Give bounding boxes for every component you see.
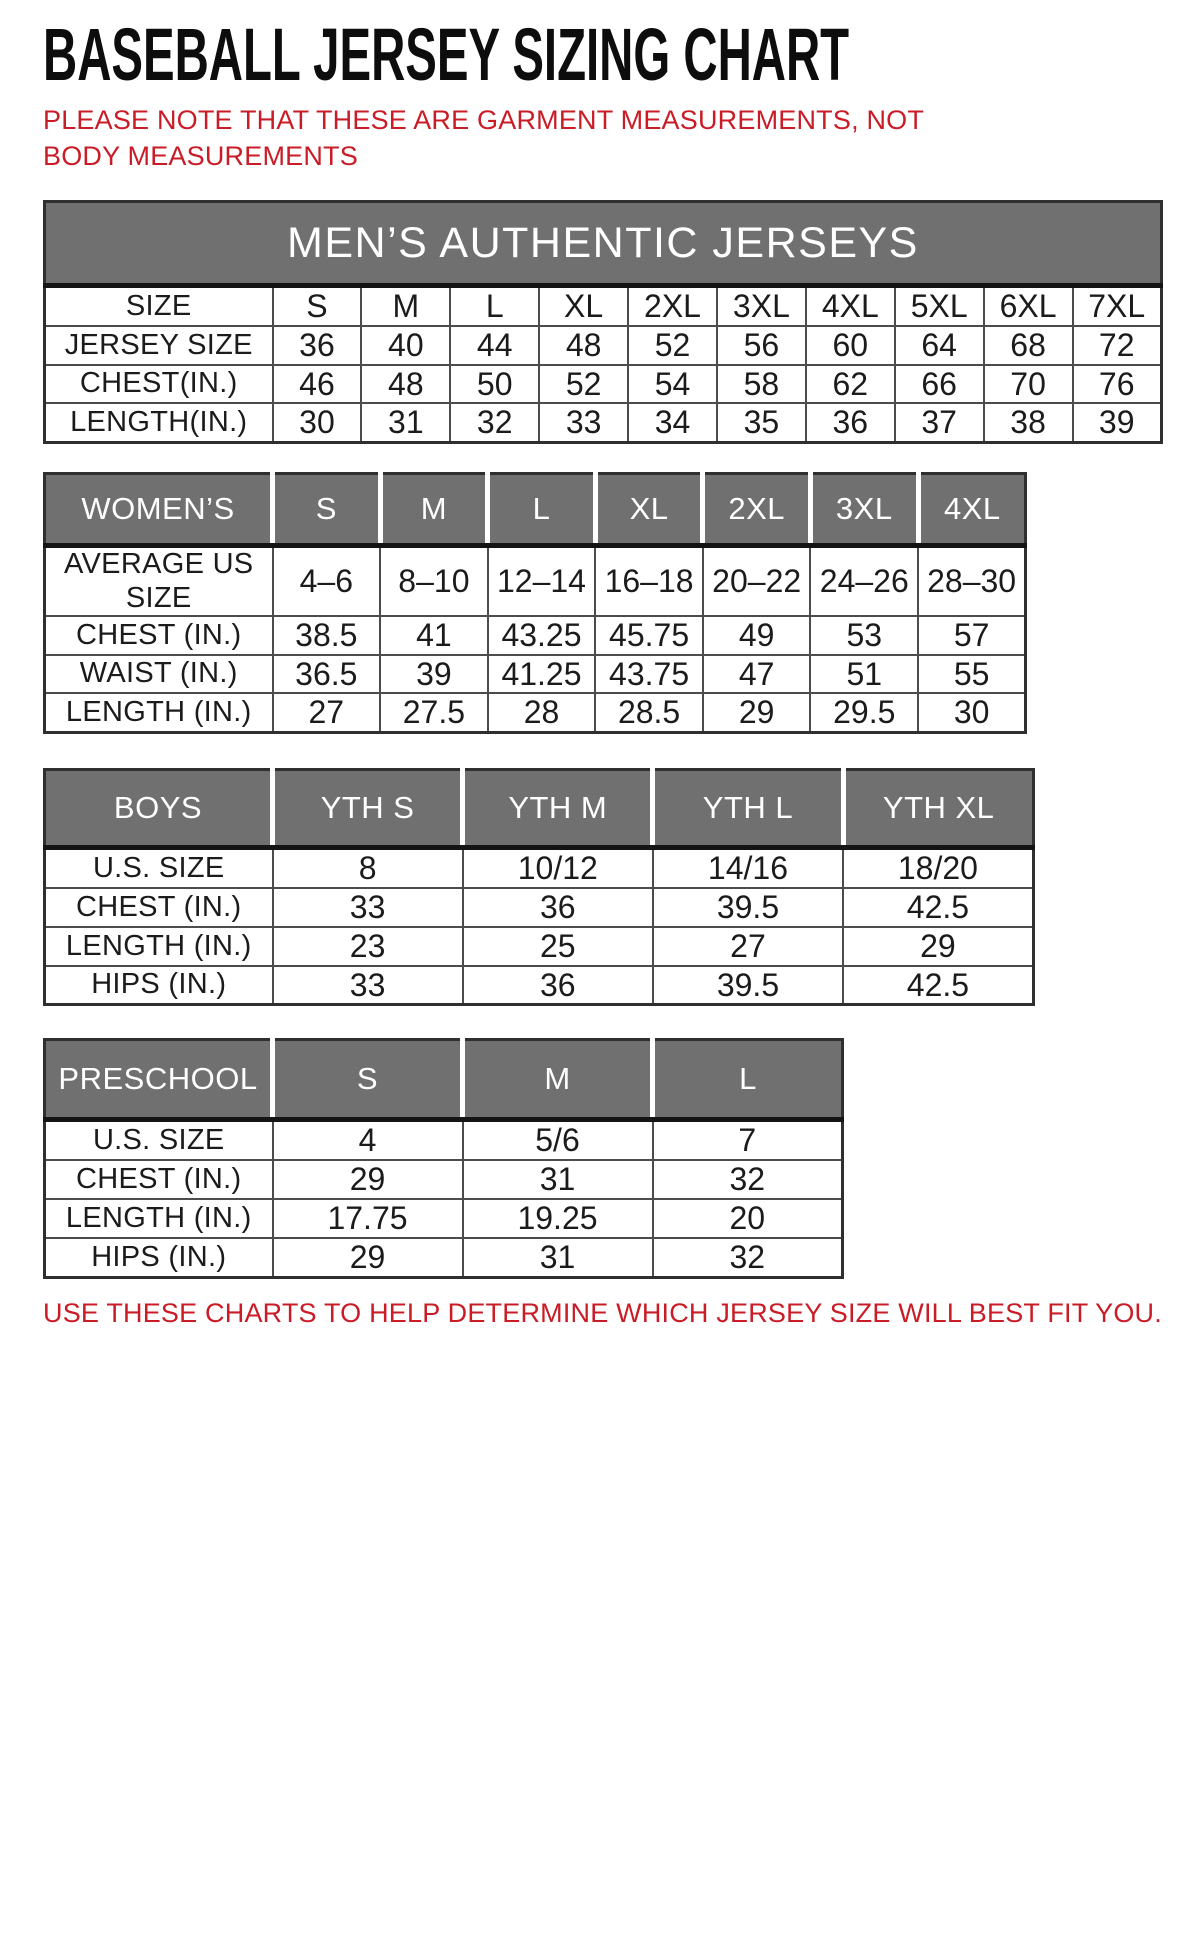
boys-header-row [45, 770, 1034, 848]
table-cell: 31 [463, 1160, 653, 1199]
table-cell: 48 [539, 326, 628, 365]
womens-table-grid [43, 472, 1027, 734]
column-header: 2XL [703, 474, 811, 546]
table-cell: 24–26 [810, 546, 918, 616]
table-cell: 50 [450, 365, 539, 404]
boys-table-grid [43, 768, 1035, 1006]
table-row [45, 546, 1026, 616]
column-header: 3XL [810, 474, 918, 546]
table-cell: 20–22 [703, 546, 811, 616]
table-cell: 72 [1073, 326, 1162, 365]
table-cell: 18/20 [843, 848, 1033, 888]
table-row [45, 1199, 843, 1238]
table-cell: 14/16 [653, 848, 843, 888]
column-header: M [380, 474, 488, 546]
table-cell: 33 [273, 966, 463, 1005]
table-row [45, 693, 1026, 732]
row-label: HIPS (IN.) [45, 1238, 273, 1277]
table-cell: 2XL [628, 286, 717, 326]
table-cell: 28–30 [918, 546, 1026, 616]
table-cell: 29 [273, 1238, 463, 1277]
table-cell: 76 [1073, 365, 1162, 404]
table-cell: 27 [653, 927, 843, 966]
table-cell: 43.75 [595, 655, 703, 694]
mens-banner-title: MEN’S AUTHENTIC JERSEYS [45, 202, 1162, 286]
row-label: CHEST(IN.) [45, 365, 273, 404]
table-cell: 27 [273, 693, 381, 732]
table-cell: 58 [717, 365, 806, 404]
table-cell: 53 [810, 616, 918, 655]
table-cell: 37 [895, 403, 984, 442]
fit-advice-note: USE THESE CHARTS TO HELP DETERMINE WHICH JERSEY SIZE WILL BEST FIT YOU. [43, 1297, 1162, 1328]
table-cell: 33 [539, 403, 628, 442]
table-cell: 29 [843, 927, 1033, 966]
table-cell: 39.5 [653, 966, 843, 1005]
table-cell: XL [539, 286, 628, 326]
table-cell: 29.5 [810, 693, 918, 732]
table-cell: 38.5 [273, 616, 381, 655]
table-cell: 31 [361, 403, 450, 442]
table-row [45, 1238, 843, 1277]
table-cell: 8 [273, 848, 463, 888]
table-cell: 16–18 [595, 546, 703, 616]
table-cell: 36 [273, 326, 362, 365]
table-cell: 10/12 [463, 848, 653, 888]
table-cell: 28 [488, 693, 596, 732]
table-row [45, 286, 1162, 326]
table-row [45, 888, 1034, 927]
table-cell: 52 [539, 365, 628, 404]
table-row [45, 848, 1034, 888]
table-cell: 47 [703, 655, 811, 694]
row-label: HIPS (IN.) [45, 966, 273, 1005]
table-cell: 25 [463, 927, 653, 966]
table-cell: 40 [361, 326, 450, 365]
preschool-header-row [45, 1040, 843, 1120]
row-label: AVERAGE US SIZE [45, 546, 273, 616]
row-label: CHEST (IN.) [45, 616, 273, 655]
table-cell: 8–10 [380, 546, 488, 616]
table-cell: 33 [273, 888, 463, 927]
table-cell: 35 [717, 403, 806, 442]
table-cell: 19.25 [463, 1199, 653, 1238]
table-cell: 45.75 [595, 616, 703, 655]
womens-sizing-table [43, 472, 1162, 734]
table-row [45, 1120, 843, 1160]
column-header: S [273, 474, 381, 546]
womens-header-row [45, 474, 1026, 546]
column-header: YTH M [463, 770, 653, 848]
table-cell: 3XL [717, 286, 806, 326]
table-cell: 32 [450, 403, 539, 442]
preschool-group-title: PRESCHOOL [45, 1040, 273, 1120]
column-header: YTH S [273, 770, 463, 848]
table-cell: 49 [703, 616, 811, 655]
table-row [45, 927, 1034, 966]
table-cell: 36.5 [273, 655, 381, 694]
column-header: L [488, 474, 596, 546]
table-cell: 39 [1073, 403, 1162, 442]
preschool-sizing-table [43, 1038, 1162, 1278]
table-row [45, 655, 1026, 694]
boys-group-title: BOYS [45, 770, 273, 848]
mens-table-grid [43, 200, 1163, 444]
table-cell: S [273, 286, 362, 326]
row-label: LENGTH (IN.) [45, 1199, 273, 1238]
table-cell: 7XL [1073, 286, 1162, 326]
table-cell: 52 [628, 326, 717, 365]
table-cell: 6XL [984, 286, 1073, 326]
row-label: SIZE [45, 286, 273, 326]
table-cell: 17.75 [273, 1199, 463, 1238]
table-cell: 42.5 [843, 966, 1033, 1005]
table-cell: 30 [273, 403, 362, 442]
row-label: JERSEY SIZE [45, 326, 273, 365]
row-label: U.S. SIZE [45, 848, 273, 888]
table-cell: 39 [380, 655, 488, 694]
table-cell: 51 [810, 655, 918, 694]
table-cell: 32 [653, 1160, 843, 1199]
table-cell: L [450, 286, 539, 326]
table-cell: 44 [450, 326, 539, 365]
table-row [45, 326, 1162, 365]
table-cell: 60 [806, 326, 895, 365]
table-cell: 7 [653, 1120, 843, 1160]
table-cell: 70 [984, 365, 1073, 404]
table-cell: 5/6 [463, 1120, 653, 1160]
table-cell: 42.5 [843, 888, 1033, 927]
table-cell: 36 [463, 888, 653, 927]
preschool-table-grid [43, 1038, 844, 1278]
row-label: U.S. SIZE [45, 1120, 273, 1160]
table-cell: 29 [273, 1160, 463, 1199]
column-header: S [273, 1040, 463, 1120]
column-header: YTH XL [843, 770, 1033, 848]
table-row [45, 966, 1034, 1005]
row-label: CHEST (IN.) [45, 1160, 273, 1199]
row-label: CHEST (IN.) [45, 888, 273, 927]
table-cell: 4XL [806, 286, 895, 326]
table-cell: 39.5 [653, 888, 843, 927]
table-cell: 41 [380, 616, 488, 655]
column-header: XL [595, 474, 703, 546]
table-cell: 43.25 [488, 616, 596, 655]
row-label: LENGTH(IN.) [45, 403, 273, 442]
row-label: LENGTH (IN.) [45, 693, 273, 732]
table-cell: 36 [463, 966, 653, 1005]
row-label: LENGTH (IN.) [45, 927, 273, 966]
table-cell: 48 [361, 365, 450, 404]
table-cell: 68 [984, 326, 1073, 365]
table-cell: 29 [703, 693, 811, 732]
table-cell: 46 [273, 365, 362, 404]
table-cell: 54 [628, 365, 717, 404]
column-header: 4XL [918, 474, 1026, 546]
table-cell: 27.5 [380, 693, 488, 732]
garment-measurements-note: PLEASE NOTE THAT THESE ARE GARMENT MEASUREMENTS, NOT BODY MEASUREMENTS [43, 105, 924, 171]
table-cell: M [361, 286, 450, 326]
table-cell: 5XL [895, 286, 984, 326]
table-cell: 30 [918, 693, 1026, 732]
mens-authentic-jerseys-table [43, 200, 1162, 444]
page-title: BASEBALL JERSEY SIZING CHART [43, 13, 850, 96]
table-cell: 38 [984, 403, 1073, 442]
table-cell: 31 [463, 1238, 653, 1277]
mens-banner-row [45, 202, 1162, 286]
table-cell: 4 [273, 1120, 463, 1160]
table-cell: 41.25 [488, 655, 596, 694]
table-cell: 34 [628, 403, 717, 442]
table-row [45, 403, 1162, 442]
table-cell: 23 [273, 927, 463, 966]
table-cell: 28.5 [595, 693, 703, 732]
column-header: L [653, 1040, 843, 1120]
table-cell: 55 [918, 655, 1026, 694]
table-cell: 4–6 [273, 546, 381, 616]
table-cell: 36 [806, 403, 895, 442]
womens-group-title: WOMEN’S [45, 474, 273, 546]
table-cell: 66 [895, 365, 984, 404]
boys-sizing-table [43, 768, 1162, 1006]
table-row [45, 616, 1026, 655]
table-cell: 32 [653, 1238, 843, 1277]
table-cell: 64 [895, 326, 984, 365]
column-header: YTH L [653, 770, 843, 848]
table-cell: 62 [806, 365, 895, 404]
table-cell: 12–14 [488, 546, 596, 616]
table-cell: 57 [918, 616, 1026, 655]
table-cell: 20 [653, 1199, 843, 1238]
table-row [45, 1160, 843, 1199]
table-row [45, 365, 1162, 404]
table-cell: 56 [717, 326, 806, 365]
row-label: WAIST (IN.) [45, 655, 273, 694]
column-header: M [463, 1040, 653, 1120]
